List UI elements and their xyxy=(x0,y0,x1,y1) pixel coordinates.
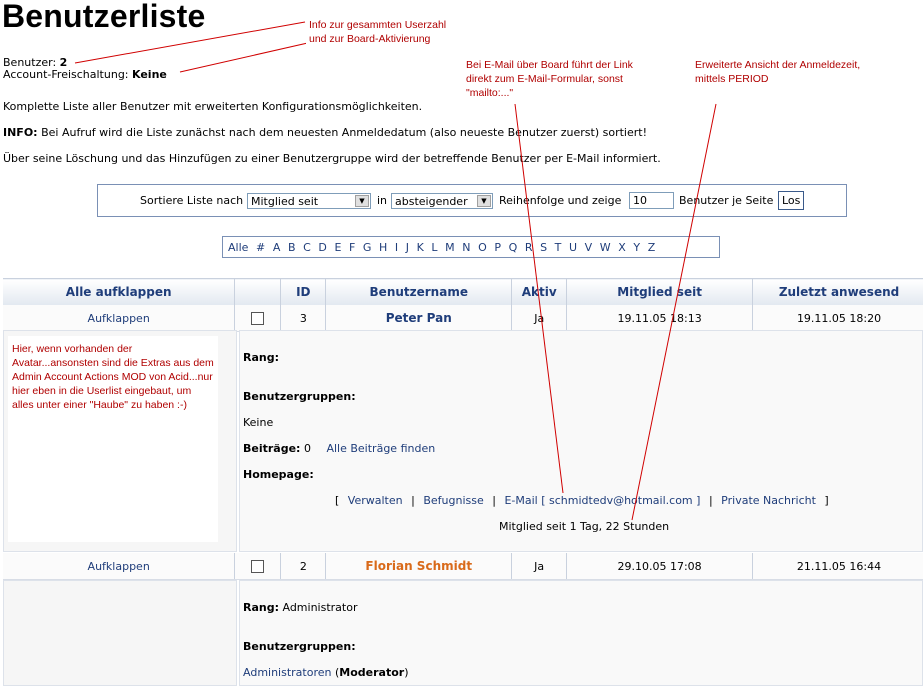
since-column-header[interactable]: Mitglied seit xyxy=(567,279,753,306)
separator: | xyxy=(492,494,496,507)
alphabet-link[interactable]: U xyxy=(568,240,578,254)
account-activation-label: Account-Freischaltung: xyxy=(3,68,129,81)
alphabet-link[interactable]: T xyxy=(554,240,562,254)
user-id: 2 xyxy=(281,553,326,580)
groups-label-text: Benutzergruppen: xyxy=(243,640,356,653)
per-page-label: Benutzer je Seite xyxy=(679,194,774,207)
group-role: Moderator xyxy=(339,666,405,679)
id-column-header[interactable]: ID xyxy=(281,279,326,306)
last-visit: 19.11.05 18:20 xyxy=(753,305,923,332)
user-count-value: 2 xyxy=(59,56,68,69)
alphabet-link[interactable]: N xyxy=(462,240,471,254)
member-since-period: Mitglied seit 1 Tag, 22 Stunden xyxy=(499,520,670,533)
group-link[interactable]: Administratoren xyxy=(243,666,332,679)
annotation-line xyxy=(515,104,563,493)
annotation-line xyxy=(180,42,312,72)
email-link[interactable]: E-Mail [ schmidtedv@hotmail.com ] xyxy=(504,494,701,507)
alphabet-link[interactable]: W xyxy=(599,240,611,254)
user-id: 3 xyxy=(281,305,326,332)
manage-link[interactable]: Verwalten xyxy=(347,494,403,507)
rank-value: Administrator xyxy=(279,601,358,614)
alphabet-link[interactable]: K xyxy=(416,240,424,254)
annotation-note: Info zur gesammten Userzahl und zur Board-Aktivierung xyxy=(306,16,454,48)
alphabet-link[interactable]: A xyxy=(272,240,281,254)
annotation-line xyxy=(75,22,305,63)
per-page-input[interactable]: 10 xyxy=(629,192,674,209)
annotation-note: Hier, wenn vorhanden der Avatar...ansonsten sind die Extras aus dem Admin Account Actions MOD von Acid...nur hier eben in die Userlist eingebaut, um alles unter einer "Haube" zu haben :-) xyxy=(9,340,217,414)
alphabet-link[interactable]: Y xyxy=(633,240,641,254)
alphabet-link[interactable]: L xyxy=(431,240,438,254)
private-message-link[interactable]: Private Nachricht xyxy=(721,494,816,507)
alphabet-link[interactable]: V xyxy=(584,240,593,254)
active-status: Ja xyxy=(512,553,567,580)
alphabet-link[interactable]: X xyxy=(618,240,626,254)
member-since: 19.11.05 18:13 xyxy=(567,305,753,332)
member-since: 29.10.05 17:08 xyxy=(567,553,753,580)
alphabet-link[interactable]: S xyxy=(540,240,548,254)
info-body: Bei Aufruf wird die Liste zunächst nach dem neuesten Anmeldedatum (also neueste Benutzer zuerst) sortiert! xyxy=(37,126,647,139)
bracket-open: [ xyxy=(335,494,340,507)
go-button[interactable]: Los xyxy=(778,191,804,210)
posts-value: 0 xyxy=(303,442,311,455)
expand-all-link[interactable]: Alle aufklappen xyxy=(3,279,235,306)
find-posts-link[interactable]: Alle Beiträge finden xyxy=(326,442,436,455)
sort-field-value: Mitglied seit xyxy=(251,195,319,208)
separator: | xyxy=(411,494,415,507)
paren-close: ) xyxy=(404,666,409,679)
username-column-header[interactable]: Benutzername xyxy=(326,279,512,306)
paren-open: ( xyxy=(331,666,340,679)
alphabet-link[interactable]: R xyxy=(524,240,533,254)
active-status: Ja xyxy=(512,305,567,332)
last-visit: 21.11.05 16:44 xyxy=(753,553,923,580)
annotation-note: Erweiterte Ansicht der Anmeldezeit, mittels PERIOD xyxy=(692,56,872,88)
rank-label: Rang: xyxy=(243,601,279,614)
alphabet-link[interactable]: Alle xyxy=(228,240,249,254)
chevron-down-icon: ▼ xyxy=(477,195,491,207)
alphabet-link[interactable]: M xyxy=(445,240,455,254)
annotation-line xyxy=(632,104,716,520)
alphabet-link[interactable]: Q xyxy=(508,240,518,254)
posts-label: Beiträge: xyxy=(243,442,301,455)
alphabet-link[interactable]: G xyxy=(362,240,372,254)
sort-show-label: Reihenfolge und zeige xyxy=(499,194,622,207)
groups-value: Keine xyxy=(243,416,274,429)
username-link[interactable]: Florian Schmidt xyxy=(365,559,473,573)
alphabet-link[interactable]: D xyxy=(318,240,327,254)
alphabet-link[interactable]: H xyxy=(379,240,388,254)
annotation-note: Bei E-Mail über Board führt der Link direkt zum E-Mail-Formular, sonst "mailto:..." xyxy=(463,56,643,102)
sort-order-value: absteigender xyxy=(395,195,468,208)
rank-label: Rang: xyxy=(243,351,279,364)
alphabet-link[interactable]: I xyxy=(394,240,399,254)
intro-text: Komplette Liste aller Benutzer mit erweiterten Konfigurationsmöglichkeiten. xyxy=(3,100,423,113)
chevron-down-icon: ▼ xyxy=(355,195,369,207)
sort-label: Sortiere Liste nach xyxy=(140,194,244,207)
groups-label-text: Benutzergruppen: xyxy=(243,390,356,403)
active-column-header[interactable]: Aktiv xyxy=(512,279,567,306)
account-activation-value: Keine xyxy=(132,68,167,81)
alphabet-link[interactable]: P xyxy=(494,240,501,254)
expand-link[interactable]: Aufklappen xyxy=(87,559,150,573)
sort-in-label: in xyxy=(377,194,388,207)
page-title: Benutzerliste xyxy=(2,0,206,34)
homepage-label: Homepage: xyxy=(243,468,314,481)
alphabet-link[interactable]: O xyxy=(478,240,487,254)
username-link[interactable]: Peter Pan xyxy=(385,311,452,325)
notification-text: Über seine Löschung und das Hinzufügen zu einer Benutzergruppe wird der betreffende Benutzer per E-Mail informiert. xyxy=(3,152,661,165)
last-visit-column-header[interactable]: Zuletzt anwesend xyxy=(753,279,923,306)
alphabet-link[interactable]: E xyxy=(334,240,342,254)
expand-link[interactable]: Aufklappen xyxy=(87,311,150,325)
alphabet-link[interactable]: C xyxy=(303,240,311,254)
alphabet-link[interactable]: Z xyxy=(647,240,656,254)
separator: | xyxy=(708,494,713,507)
alphabet-link[interactable]: F xyxy=(348,240,356,254)
alphabet-link[interactable]: J xyxy=(405,240,409,254)
permissions-link[interactable]: Befugnisse xyxy=(423,494,484,507)
bracket-close: ] xyxy=(824,494,829,507)
alphabet-link[interactable]: # xyxy=(256,240,266,254)
alphabet-link[interactable]: B xyxy=(287,240,296,254)
info-label: INFO: xyxy=(3,126,38,139)
user-count-label: Benutzer: xyxy=(3,56,57,69)
